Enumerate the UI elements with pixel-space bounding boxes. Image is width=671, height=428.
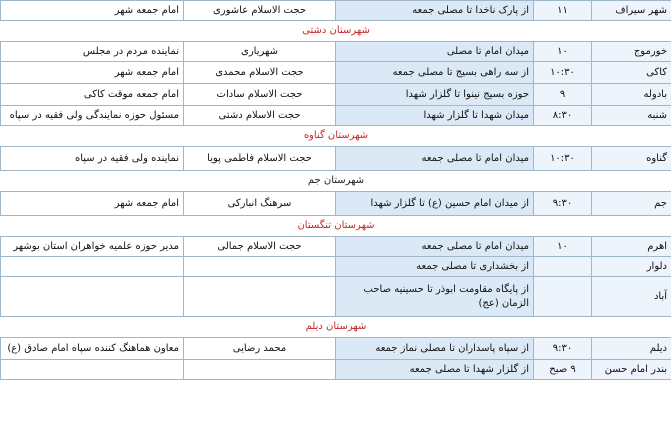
- time-cell: ۱۰:۳۰: [534, 62, 592, 84]
- route-cell: از گلزار شهدا تا مصلی جمعه: [336, 360, 534, 380]
- speaker-cell: [184, 257, 336, 277]
- city-cell: دلوار: [592, 257, 671, 277]
- speaker-cell: سرهنگ انبارکی: [184, 192, 336, 216]
- city-cell: بادوله: [592, 84, 671, 106]
- section-header-row: [1, 171, 671, 192]
- speaker-cell: [184, 277, 336, 317]
- time-cell: ۹: [534, 84, 592, 106]
- route-cell: میدان امام تا مصلی جمعه: [336, 147, 534, 171]
- route-cell: از سه راهی بسیج تا مصلی جمعه: [336, 62, 534, 84]
- table-row: [1, 338, 671, 360]
- table-row: [1, 237, 671, 257]
- table-row: [1, 277, 671, 317]
- time-cell: [534, 257, 592, 277]
- time-cell: ۱۱: [534, 1, 592, 21]
- time-cell: ۱۰: [534, 237, 592, 257]
- city-cell: گناوه: [592, 147, 671, 171]
- route-cell: از میدان امام حسین (ع) تا گلزار شهدا: [336, 192, 534, 216]
- city-cell: اهرم: [592, 237, 671, 257]
- section-title: شهرستان تنگستان: [1, 216, 671, 237]
- role-cell: امام جمعه شهر: [1, 192, 184, 216]
- time-cell: ۹ صبح: [534, 360, 592, 380]
- speaker-cell: حجت الاسلام محمدی: [184, 62, 336, 84]
- speaker-cell: حجت الاسلام جمالی: [184, 237, 336, 257]
- city-cell: آباد: [592, 277, 671, 317]
- city-cell: شهر سیراف: [592, 1, 671, 21]
- speaker-cell: حجت الاسلام دشتی: [184, 106, 336, 126]
- table-row: [1, 360, 671, 380]
- role-cell: [1, 360, 184, 380]
- role-cell: مسئول حوزه نمایندگی ولی فقیه در سپاه: [1, 106, 184, 126]
- speaker-cell: [184, 360, 336, 380]
- route-cell: از پارک ناخدا تا مصلی جمعه: [336, 1, 534, 21]
- route-cell: از سپاه پاسداران تا مصلی نماز جمعه: [336, 338, 534, 360]
- speaker-cell: محمد رضایی: [184, 338, 336, 360]
- table-row: [1, 147, 671, 171]
- table-row: [1, 106, 671, 126]
- section-title: شهرستان دیلم: [1, 317, 671, 338]
- speaker-cell: حجت الاسلام سادات: [184, 84, 336, 106]
- section-title: شهرستان دشتی: [1, 21, 671, 42]
- role-cell: امام جمعه شهر: [1, 1, 184, 21]
- city-cell: کاکی: [592, 62, 671, 84]
- city-cell: بندر امام حسن: [592, 360, 671, 380]
- role-cell: امام جمعه شهر: [1, 62, 184, 84]
- time-cell: ۸:۳۰: [534, 106, 592, 126]
- table-row: [1, 257, 671, 277]
- table-row: [1, 42, 671, 62]
- role-cell: امام جمعه موقت کاکی: [1, 84, 184, 106]
- time-cell: [534, 277, 592, 317]
- city-cell: خورموج: [592, 42, 671, 62]
- speaker-cell: حجت الاسلام عاشوری: [184, 1, 336, 21]
- section-header-row: [1, 126, 671, 147]
- role-cell: [1, 257, 184, 277]
- route-cell: از پایگاه مقاومت ابوذر تا حسینیه صاحب الزمان (عج): [336, 277, 534, 317]
- route-cell: میدان شهدا تا گلزار شهدا: [336, 106, 534, 126]
- role-cell: [1, 277, 184, 317]
- role-cell: نماینده ولی فقیه در سپاه: [1, 147, 184, 171]
- city-cell: شنبه: [592, 106, 671, 126]
- speaker-cell: شهریاری: [184, 42, 336, 62]
- route-cell: میدان امام تا مصلی: [336, 42, 534, 62]
- time-cell: ۹:۳۰: [534, 192, 592, 216]
- time-cell: ۹:۳۰: [534, 338, 592, 360]
- route-cell: از بخشداری تا مصلی جمعه: [336, 257, 534, 277]
- role-cell: معاون هماهنگ کننده سپاه امام صادق (ع): [1, 338, 184, 360]
- section-header-row: [1, 216, 671, 237]
- city-cell: دیلم: [592, 338, 671, 360]
- section-title: شهرستان جم: [1, 171, 671, 192]
- table-row: [1, 84, 671, 106]
- role-cell: نماینده مردم در مجلس: [1, 42, 184, 62]
- table-row: [1, 62, 671, 84]
- speaker-cell: حجت الاسلام فاطمی پویا: [184, 147, 336, 171]
- table-row: [1, 1, 671, 21]
- time-cell: ۱۰:۳۰: [534, 147, 592, 171]
- time-cell: ۱۰: [534, 42, 592, 62]
- route-cell: حوزه بسیج نینوا تا گلزار شهدا: [336, 84, 534, 106]
- city-cell: جم: [592, 192, 671, 216]
- section-header-row: [1, 317, 671, 338]
- table-row: [1, 192, 671, 216]
- route-cell: میدان امام تا مصلی جمعه: [336, 237, 534, 257]
- table-body: [1, 1, 671, 380]
- section-header-row: [1, 21, 671, 42]
- role-cell: مدیر حوزه علمیه خواهران استان بوشهر: [1, 237, 184, 257]
- section-title: شهرستان گناوه: [1, 126, 671, 147]
